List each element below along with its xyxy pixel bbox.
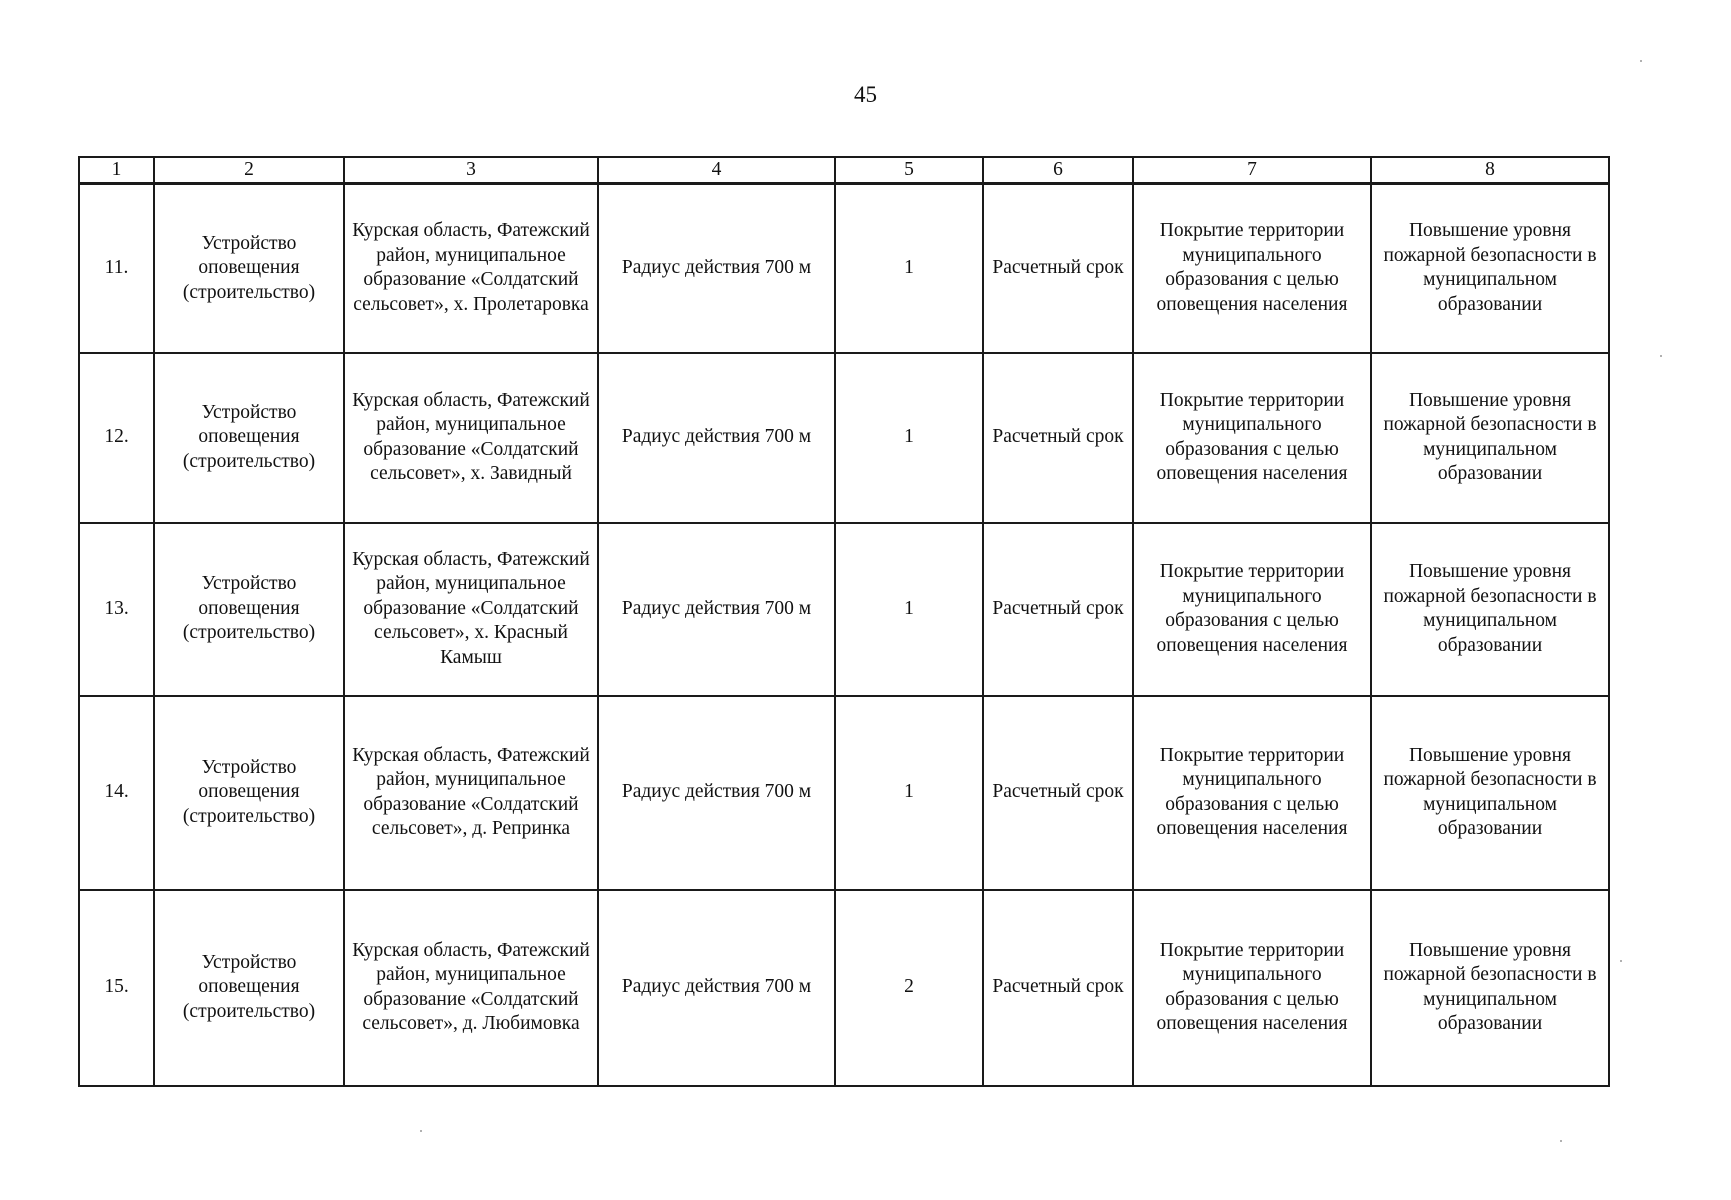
header-cell: 3 [344, 157, 598, 184]
object-quantity: 1 [835, 184, 983, 353]
scan-speck [1660, 355, 1662, 357]
object-characteristic: Радиус действия 700 м [598, 696, 835, 890]
table-row [79, 523, 1609, 696]
expected-effect: Повышение уровня пожарной безопасности в муниципальном образовании [1371, 523, 1609, 696]
row-number: 14. [79, 696, 154, 890]
measures-table [78, 156, 1610, 1087]
header-cell: 5 [835, 157, 983, 184]
object-name: Устройство оповещения (строительство) [154, 353, 344, 523]
row-number: 13. [79, 523, 154, 696]
object-quantity: 1 [835, 696, 983, 890]
header-cell: 7 [1133, 157, 1371, 184]
object-name: Устройство оповещения (строительство) [154, 523, 344, 696]
object-quantity: 1 [835, 353, 983, 523]
table-row [79, 184, 1609, 353]
object-location: Курская область, Фатежский район, муниципальное образование «Солдатский сельсовет», х. Пролетаровка [344, 184, 598, 353]
header-cell: 1 [79, 157, 154, 184]
object-location: Курская область, Фатежский район, муниципальное образование «Солдатский сельсовет», х. Красный Камыш [344, 523, 598, 696]
object-quantity: 1 [835, 523, 983, 696]
row-number: 11. [79, 184, 154, 353]
object-location: Курская область, Фатежский район, муниципальное образование «Солдатский сельсовет», д. Любимовка [344, 890, 598, 1086]
object-purpose: Покрытие территории муниципального образования с целью оповещения населения [1133, 353, 1371, 523]
object-characteristic: Радиус действия 700 м [598, 353, 835, 523]
header-cell: 8 [1371, 157, 1609, 184]
object-characteristic: Радиус действия 700 м [598, 523, 835, 696]
object-purpose: Покрытие территории муниципального образования с целью оповещения населения [1133, 523, 1371, 696]
object-purpose: Покрытие территории муниципального образования с целью оповещения населения [1133, 696, 1371, 890]
header-cell: 2 [154, 157, 344, 184]
scan-speck [1560, 1140, 1562, 1142]
header-cell: 6 [983, 157, 1133, 184]
implementation-term: Расчетный срок [983, 184, 1133, 353]
implementation-term: Расчетный срок [983, 523, 1133, 696]
table-row [79, 890, 1609, 1086]
expected-effect: Повышение уровня пожарной безопасности в муниципальном образовании [1371, 696, 1609, 890]
implementation-term: Расчетный срок [983, 353, 1133, 523]
object-characteristic: Радиус действия 700 м [598, 184, 835, 353]
expected-effect: Повышение уровня пожарной безопасности в муниципальном образовании [1371, 184, 1609, 353]
implementation-term: Расчетный срок [983, 890, 1133, 1086]
implementation-term: Расчетный срок [983, 696, 1133, 890]
header-row [79, 157, 1609, 184]
page-number: 45 [854, 82, 877, 107]
object-quantity: 2 [835, 890, 983, 1086]
table-row [79, 696, 1609, 890]
expected-effect: Повышение уровня пожарной безопасности в муниципальном образовании [1371, 353, 1609, 523]
expected-effect: Повышение уровня пожарной безопасности в муниципальном образовании [1371, 890, 1609, 1086]
row-number: 12. [79, 353, 154, 523]
object-name: Устройство оповещения (строительство) [154, 890, 344, 1086]
object-characteristic: Радиус действия 700 м [598, 890, 835, 1086]
header-cell: 4 [598, 157, 835, 184]
object-location: Курская область, Фатежский район, муниципальное образование «Солдатский сельсовет», х. Завидный [344, 353, 598, 523]
object-purpose: Покрытие территории муниципального образования с целью оповещения населения [1133, 890, 1371, 1086]
object-purpose: Покрытие территории муниципального образования с целью оповещения населения [1133, 184, 1371, 353]
object-name: Устройство оповещения (строительство) [154, 696, 344, 890]
object-location: Курская область, Фатежский район, муниципальное образование «Солдатский сельсовет», д. Репринка [344, 696, 598, 890]
table-row [79, 353, 1609, 523]
object-name: Устройство оповещения (строительство) [154, 184, 344, 353]
row-number: 15. [79, 890, 154, 1086]
scan-speck [1640, 60, 1642, 62]
scan-speck [420, 1130, 422, 1132]
scan-speck [1620, 960, 1622, 962]
